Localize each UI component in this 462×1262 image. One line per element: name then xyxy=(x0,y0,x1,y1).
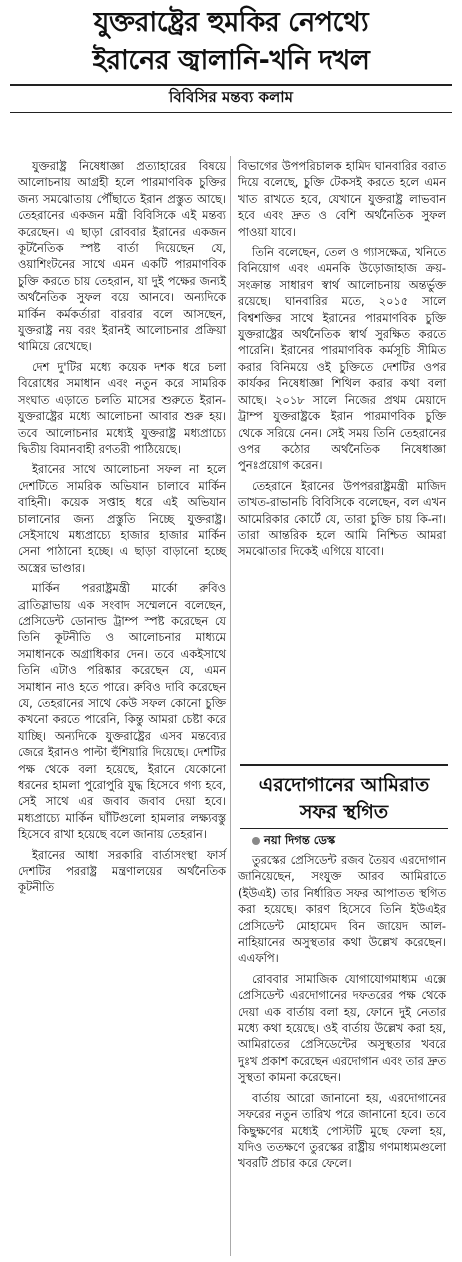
subhead: বিবিসির মন্তব্য কলাম xyxy=(169,88,293,106)
left-column xyxy=(18,158,226,900)
column-divider xyxy=(230,156,231,1256)
desk-label: নয়া দিগন্ত ডেস্ক xyxy=(264,833,336,847)
subhead-rule xyxy=(10,112,452,113)
sidebar-title-rule xyxy=(240,828,448,829)
right-column xyxy=(238,158,446,564)
paragraph: তিনি বলেছেন, তেল ও গ্যাসক্ষেত্র, খনিতে বিনিয়োগ এবং এমনকি উড়োজাহাজ ক্রয়-সংক্রান্ত সাধারণ স্বার্থ আলোচনায় অন্তর্ভুক্ত রয়েছে। ঘানবারির মতে, ২০১৫ সালে বিশ্বশক্তির সাথে ইরানের পারমাণবিক চুক্তি যুক্তরাষ্ট্রের অর্থনৈতিক স্বার্থ সুরক্ষিত করতে পারেনি। ইরানের পারমাণবিক কর্মসূচি সীমিত করার বিনিময়ে ওই চুক্তিতে দেশটির ওপর কার্যকর নিষেধাজ্ঞা শিথিল করার কথা বলা আছে। ২০১৮ সালে নিজের প্রথম মেয়াদে ট্রাম্প যুক্তরাষ্ট্রকে ইরান পারমাণবিক চুক্তি থেকে সরিয়ে নেন। সেই সময় তিনি তেহরানের ওপর কঠোর অর্থনৈতিক নিষেধাজ্ঞা পুনঃপ্রয়োগ করেন। xyxy=(238,245,446,473)
paragraph: ইরানের আধা সরকারি বার্তাসংস্থা ফার্স দেশটির পররাষ্ট্র মন্ত্রণালয়ের অর্থনৈতিক কূটনীতি xyxy=(18,847,226,895)
paragraph: তুরস্কের প্রেসিডেন্ট রজব তৈয়ব এরদোগান জানিয়েছেন, সংযুক্ত আরব আমিরাতে (ইউএই) তার নির্ধারিত সফর আপাতত স্থগিত করা হয়েছে। কারণ হিসেবে তিনি ইউএইর প্রেসিডেন্ট মোহামেদ বিন জায়েদ আল-নাহিয়ানের অসুস্থতার কথা উল্লেখ করেছেন। এএফপি। xyxy=(238,853,446,966)
paragraph: যুক্তরাষ্ট্র নিষেধাজ্ঞা প্রত্যাহারের বিষয়ে আলোচনায় আগ্রহী হলে পারমাণবিক চুক্তির জন্য সমঝোতায় পৌঁছাতে ইরান প্রস্তুত আছে। তেহরানের একজন মন্ত্রী বিবিসিকে এই মন্তব্য করেছেন। এ ছাড়া রোববার ইরানের একজন কূটনৈতিক স্পষ্ট বার্তা দিয়েছেন যে, ওয়াশিংটনের সাথে এমন একটি পারমাণবিক চুক্তি করতে চায় তেহরান, যা দুই পক্ষের জন্যই অর্থনৈতিক সুফল বয়ে আনবে। অন্যদিকে মার্কিন কর্মকর্তারা বারবার বলে আসছেন, যুক্তরাষ্ট্র নয় বরং ইরানই আলোচনার প্রক্রিয়া থামিয়ে রেখেছে। xyxy=(18,159,226,354)
paragraph: মার্কিন পররাষ্ট্রমন্ত্রী মার্কো রুবিও ব্রাতিস্লাভায় এক সংবাদ সম্মেলনে বলেছেন, প্রেসিডেন্ট ডোনাল্ড ট্রাম্প স্পষ্ট করেছেন যে তিনি কূটনীতি ও আলোচনার মাধ্যমে সমাধানকে অগ্রাধিকার দেন। তবে একইসাথে তিনি এটাও পরিষ্কার করেছেন যে, এমন সমাধান নাও হতে পারে। রুবিও দাবি করেছেন যে, তেহরানের সাথে কেউ সফল কোনো চুক্তি কখনো করতে পারেনি, কিন্তু আমরা চেষ্টা করে যাচ্ছি। অন্যদিকে যুক্তরাষ্ট্রের এসব মন্তব্যের জেরে ইরানও পাল্টা হুঁশিয়ারি দিয়েছে। দেশটির পক্ষ থেকে বলা হয়েছে, ইরানে যেকোনো ধরনের হামলা পুরোপুরি যুদ্ধ হিসেবে গণ্য হবে, সেই সাথে এর জবাব জবাব দেয়া হবে। মধ্যপ্রাচ্যে মার্কিন ঘাঁটিগুলো হামলার লক্ষ্যবস্তু হিসেবে রাখা হয়েছে বলে জানায় তেহরান। xyxy=(18,581,226,842)
paragraph: বার্তায় আরো জানানো হয়, এরদোগানের সফরের নতুন তারিখ পরে জানানো হবে। তবে কিছুক্ষণের মধ্যেই পোস্টটি মুছে ফেলা হয়, যদিও ততক্ষণে তুরস্কের রাষ্ট্রীয় গণমাধ্যমগুলো খবরটি প্রচার করে ফেলে। xyxy=(238,1090,446,1171)
bullet-icon xyxy=(252,837,260,845)
headline-line-1: যুক্তরাষ্ট্রের হুমকির নেপথ্যে xyxy=(93,7,369,38)
sidebar-title: এরদোগানের আমিরাত সফর স্থগিত xyxy=(258,774,430,823)
desk-byline xyxy=(252,832,335,851)
sidebar-top-rule xyxy=(240,764,448,766)
paragraph: তেহরানে ইরানের উপপররাষ্ট্রমন্ত্রী মাজিদ তাখত-রাভানচি বিবিসিকে বলেছেন, বল এখন আমেরিকার কোর্টে যে, তারা চুক্তি চায় কি-না। তারা আন্তরিক হলে আমি নিশ্চিত আমরা সমঝোতার দিকেই এগিয়ে যাবো। xyxy=(238,478,446,559)
headline xyxy=(6,4,456,80)
paragraph: ইরানের সাথে আলোচনা সফল না হলে দেশটিতে সামরিক অভিযান চালাবে মার্কিন বাহিনী। কয়েক সপ্তাহ ধরে এই অভিযান চালানোর জন্য প্রস্তুতি নিচ্ছে যুক্তরাষ্ট্র। সেইসাথে মধ্যপ্রাচ্যে হাজার হাজার মার্কিন সেনা পাঠানো হচ্ছে। এ ছাড়া বাড়ানো হচ্ছে অস্ত্রের ভাণ্ডার। xyxy=(18,462,226,575)
sidebar-body xyxy=(238,852,446,1176)
paragraph: বিভাগের উপপরিচালক হামিদ ঘানবারির বরাত দিয়ে বলেছে, চুক্তি টেকসই করতে হলে এমন খাত রাখতে হবে, যেখানে যুক্তরাষ্ট্র লাভবান হবে এবং দ্রুত ও বেশি অর্থনৈতিক সুফল পাওয়া যাবে। xyxy=(238,159,446,239)
headline-line-2: ইরানের জ্বালানি-খনি দখল xyxy=(92,45,370,76)
paragraph: রোববার সামাজিক যোগাযোগমাধ্যম এক্সে প্রেসিডেন্ট এরদোগানের দফতরের পক্ষ থেকে দেয়া এক বার্তায় বলা হয়, ফোনে দুই নেতার মধ্যে কথা হয়েছে। ওই বার্তায় উল্লেখ করা হয়, আমিরাতের প্রেসিডেন্টের অসুস্থতার খবরে দুঃখ প্রকাশ করেছেন এরদোগান এবং তার দ্রুত সুস্থতা কামনা করেছেন। xyxy=(238,971,446,1085)
paragraph: দেশ দু'টির মধ্যে কয়েক দশক ধরে চলা বিরোধের সমাধান এবং নতুন করে সামরিক সংঘাত এড়াতে চলতি মাসের শুরুতে ইরান-যুক্তরাষ্ট্রের মধ্যে আলোচনা আবার শুরু হয়। তবে আলোচনার মধ্যেই যুক্তরাষ্ট্র মধ্যপ্রাচ্যে দ্বিতীয় বিমানবাহী রণতরী পাঠিয়েছে। xyxy=(18,359,226,456)
